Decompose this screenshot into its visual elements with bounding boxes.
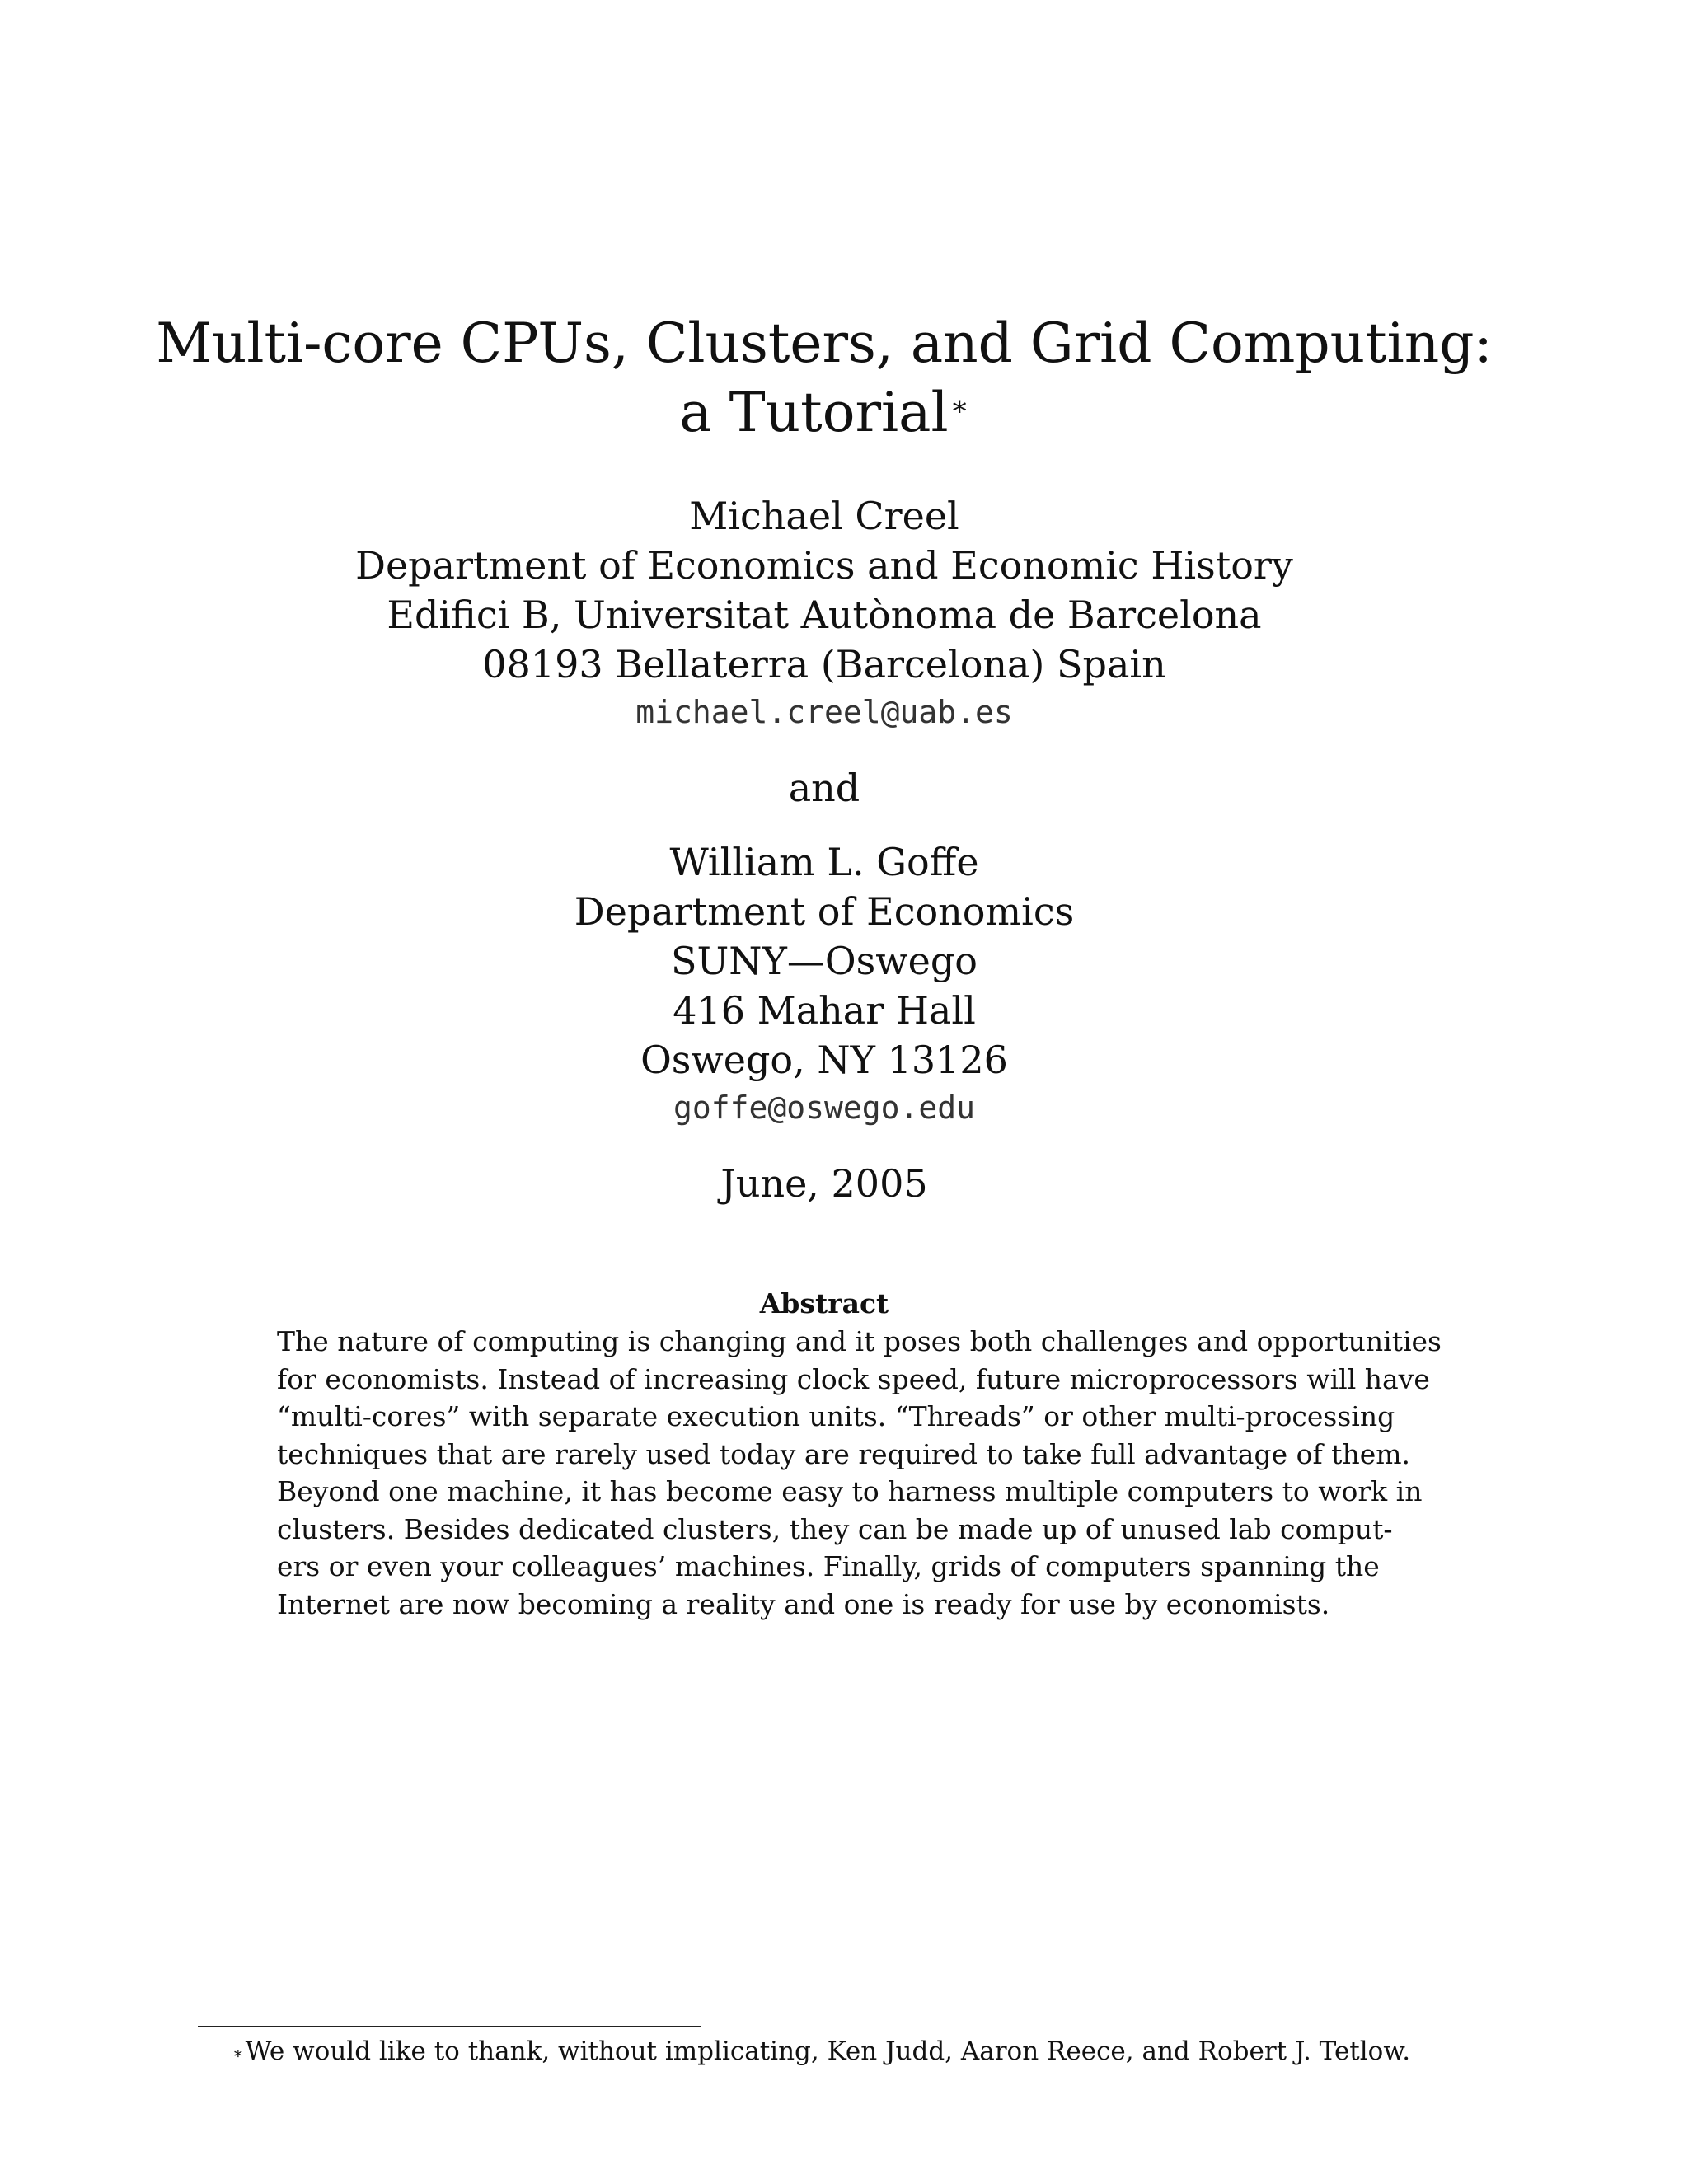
author-conjunction: and [788,766,860,810]
paper-title [0,309,1648,448]
title-line-2 [0,378,1648,448]
author1-name: Michael Creel [689,494,959,538]
abstract-line: “multi-cores” with separate execution units. “Threads” or other multi-processing [277,1400,1395,1432]
author2-affiliation-4: Oswego, NY 13126 [640,1038,1008,1082]
abstract-line: Internet are now becoming a reality and one is ready for use by economists. [277,1587,1330,1620]
author2-affiliation-3: 416 Mahar Hall [673,988,976,1033]
footnote-text: We would like to thank, without implicating, Ken Judd, Aaron Reece, and Robert J. Tetlow. [245,2036,1411,2066]
footnote-rule [198,2026,701,2027]
footnote [232,2034,1410,2069]
title-line-1: Multi-core CPUs, Clusters, and Grid Computing: [156,312,1493,375]
author1-email: michael.creel@uab.es [635,694,1013,730]
author2-name: William L. Goffe [669,840,979,884]
abstract-line: ers or even your colleagues’ machines. Finally, grids of computers spanning the [277,1550,1380,1582]
author1-affiliation-2: Edifici B, Universitat Autònoma de Barcelona [387,593,1262,637]
abstract-line: for economists. Instead of increasing clock speed, future microprocessors will have [277,1362,1430,1395]
author2-email: goffe@oswego.edu [673,1090,976,1126]
abstract-line: clusters. Besides dedicated clusters, they can be made up of unused lab comput- [277,1512,1393,1545]
author-block [0,491,1648,1208]
footnote-mark: ∗ [232,2043,244,2063]
title-footnote-mark: ∗ [950,390,969,423]
author2-affiliation-2: SUNY—Oswego [671,939,978,983]
title-line-2-text: a Tutorial [679,381,949,444]
abstract-line: Beyond one machine, it has become easy to harness multiple computers to work in [277,1475,1423,1507]
abstract-line: techniques that are rarely used today are required to take full advantage of them. [277,1437,1411,1470]
abstract-heading: Abstract [759,1287,889,1319]
author1-affiliation-3: 08193 Bellaterra (Barcelona) Spain [482,642,1166,687]
abstract-body [277,1323,1442,1623]
author2-affiliation-1: Department of Economics [574,889,1075,934]
author1-affiliation-1: Department of Economics and Economic History [355,543,1293,588]
publication-date: June, 2005 [720,1161,928,1206]
abstract-line: The nature of computing is changing and it poses both challenges and opportunities [277,1325,1442,1357]
